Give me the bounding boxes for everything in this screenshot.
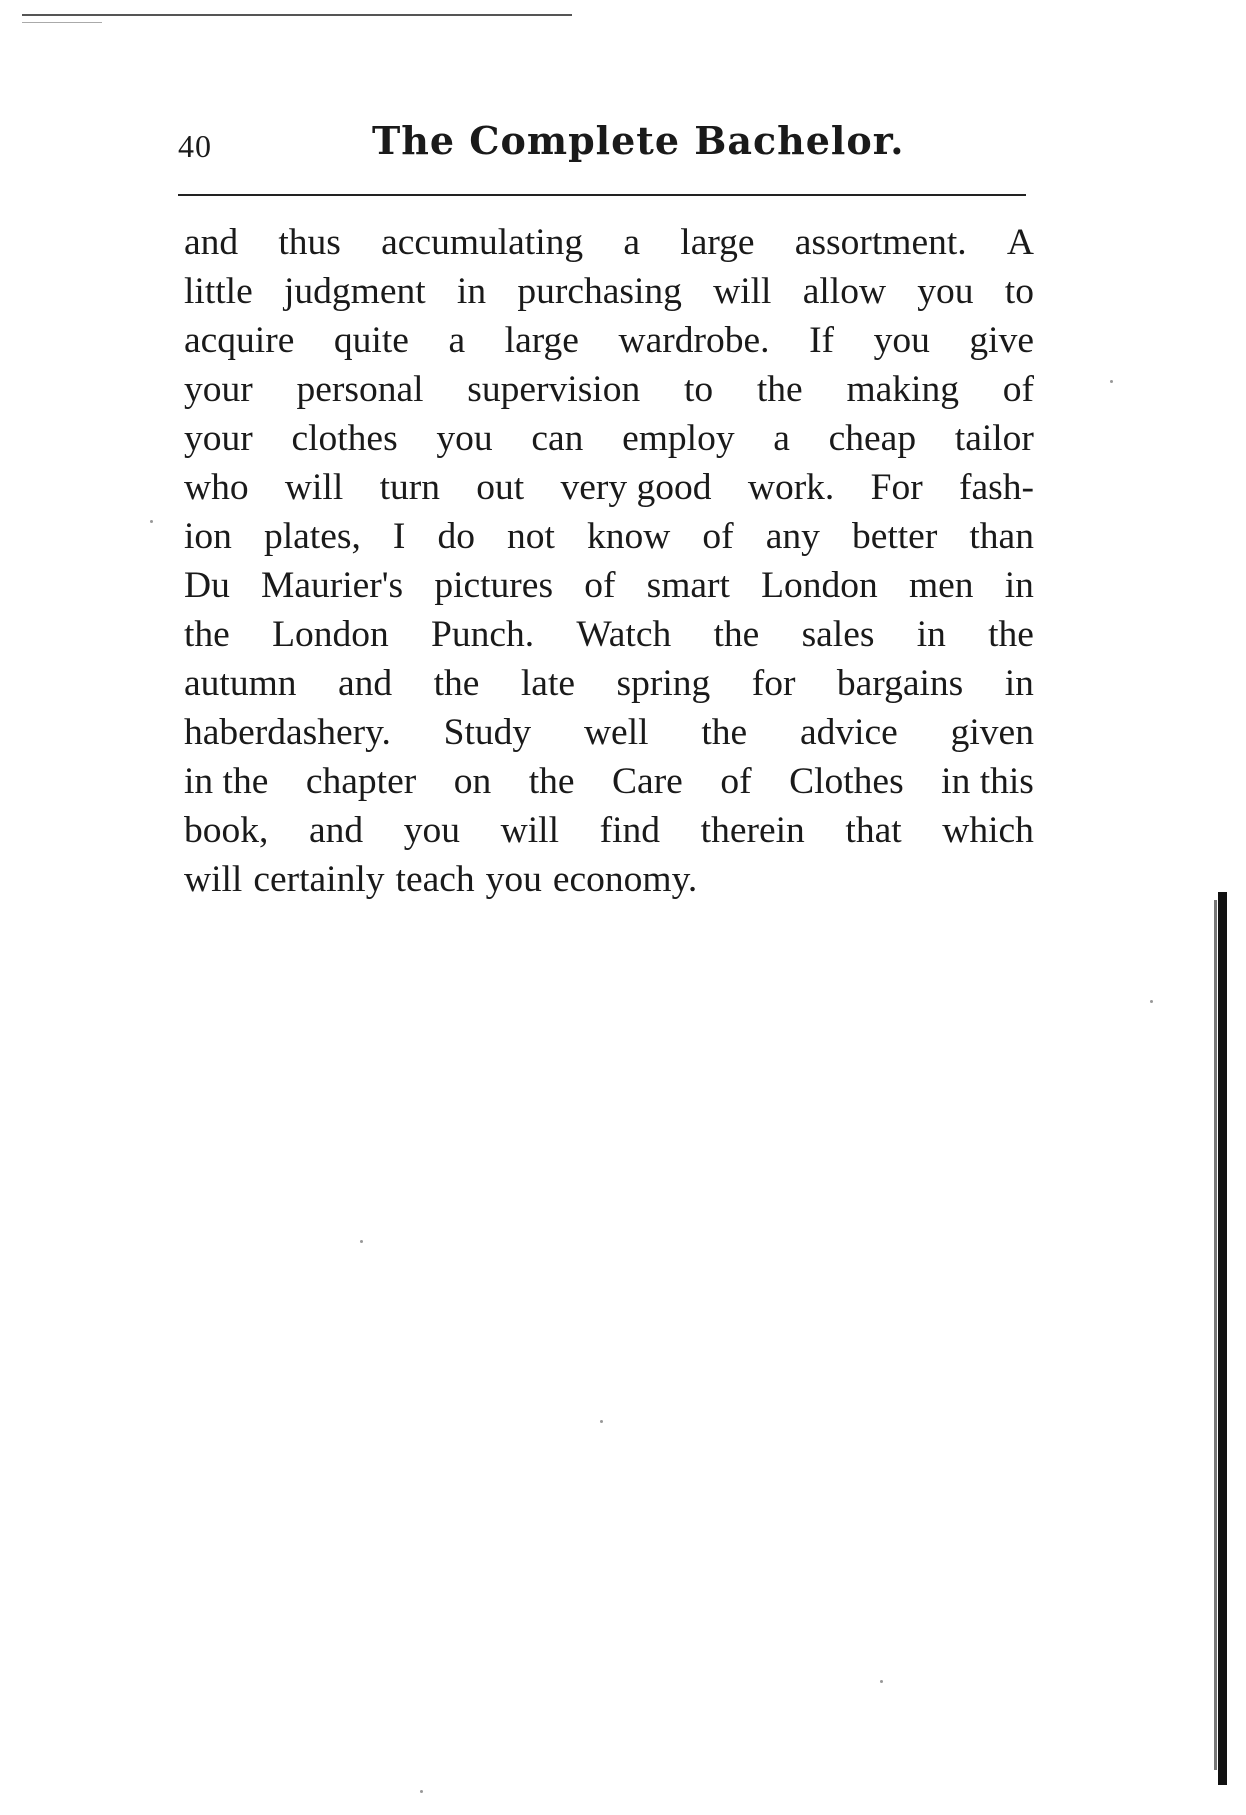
text-line xyxy=(184,267,1034,316)
text-word: Care xyxy=(612,761,683,802)
text-word: quite xyxy=(333,320,409,361)
text-word: and xyxy=(184,222,239,263)
text-line xyxy=(184,316,1034,365)
text-word: not xyxy=(507,516,555,557)
text-line xyxy=(184,414,1034,463)
paper-speck xyxy=(1110,380,1113,383)
text-word: of xyxy=(720,761,752,802)
paper-speck xyxy=(420,1790,423,1793)
text-word: bargains xyxy=(836,663,964,704)
text-word: haberdashery. xyxy=(184,712,391,753)
text-word: will xyxy=(713,271,772,312)
text-word: pictures xyxy=(434,565,554,606)
text-word: of xyxy=(1002,369,1034,410)
text-word: a xyxy=(448,320,466,361)
text-word: Du xyxy=(184,565,230,606)
text-word: ion xyxy=(184,516,232,557)
text-word: large xyxy=(504,320,579,361)
text-word: your xyxy=(184,369,253,410)
text-word: for xyxy=(751,663,796,704)
text-word: economy. xyxy=(552,859,698,900)
text-word: your xyxy=(184,418,253,459)
text-word: tailor xyxy=(954,418,1034,459)
text-word: certainly xyxy=(253,859,385,900)
text-word: plates, xyxy=(263,516,361,557)
scan-edge-shadow xyxy=(1214,900,1217,1770)
text-word: a xyxy=(623,222,641,263)
text-word: the xyxy=(433,663,480,704)
text-word: on xyxy=(453,761,492,802)
text-line xyxy=(184,365,1034,414)
text-word: therein xyxy=(700,810,805,851)
text-word: accumulating xyxy=(381,222,584,263)
text-word: know xyxy=(587,516,671,557)
text-word: you xyxy=(436,418,493,459)
running-head: The Complete Bachelor. xyxy=(372,118,905,163)
text-word: clothes xyxy=(291,418,398,459)
text-word: you xyxy=(917,271,974,312)
text-word: supervision xyxy=(467,369,641,410)
text-line xyxy=(184,463,1034,512)
text-word: fash- xyxy=(959,467,1034,508)
text-word: allow xyxy=(802,271,887,312)
text-word: in this xyxy=(941,761,1034,802)
text-word: autumn xyxy=(184,663,297,704)
body-paragraph xyxy=(184,218,1034,904)
text-word: Punch. xyxy=(431,614,535,655)
paper-speck xyxy=(880,1680,883,1683)
scan-edge-bar xyxy=(1218,892,1227,1785)
text-word: of xyxy=(584,565,616,606)
text-word: give xyxy=(969,320,1034,361)
text-word: the xyxy=(528,761,575,802)
text-word: Maurier's xyxy=(261,565,404,606)
text-word: in xyxy=(1004,565,1034,606)
text-word: smart xyxy=(646,565,730,606)
text-word: teach xyxy=(395,859,475,900)
paper-speck xyxy=(150,520,153,523)
text-word: large xyxy=(680,222,755,263)
text-word: do xyxy=(437,516,475,557)
top-edge-rule-faint xyxy=(22,22,102,23)
text-word: cheap xyxy=(828,418,917,459)
text-line xyxy=(184,218,1034,267)
text-word: work. xyxy=(747,467,835,508)
text-word: find xyxy=(599,810,661,851)
text-word: and xyxy=(309,810,364,851)
paper-speck xyxy=(600,1420,603,1423)
text-line xyxy=(184,512,1034,561)
text-word: well xyxy=(583,712,649,753)
text-word: you xyxy=(403,810,461,851)
text-word: in xyxy=(456,271,487,312)
text-word: London xyxy=(761,565,878,606)
text-word: personal xyxy=(296,369,424,410)
text-word: I xyxy=(392,516,406,557)
text-word: of xyxy=(702,516,734,557)
text-line xyxy=(184,855,1034,904)
text-word: men xyxy=(908,565,974,606)
text-word: acquire xyxy=(184,320,295,361)
text-word: advice xyxy=(799,712,898,753)
text-word: out xyxy=(476,467,525,508)
text-word: the xyxy=(701,712,748,753)
text-word: making xyxy=(846,369,959,410)
text-word: in xyxy=(916,614,946,655)
text-word: will xyxy=(184,859,243,900)
text-word: If xyxy=(809,320,835,361)
paper-speck xyxy=(1150,1000,1153,1003)
text-word: London xyxy=(272,614,389,655)
text-word: who xyxy=(184,467,249,508)
text-word: Watch xyxy=(576,614,672,655)
text-word: late xyxy=(520,663,576,704)
text-line xyxy=(184,708,1034,757)
text-word: that xyxy=(845,810,902,851)
top-edge-rule xyxy=(22,14,572,16)
text-line xyxy=(184,806,1034,855)
page-number: 40 xyxy=(178,128,212,164)
text-word: you xyxy=(485,859,542,900)
text-word: in xyxy=(1004,663,1034,704)
text-word: can xyxy=(531,418,584,459)
text-line xyxy=(184,610,1034,659)
text-word: judgment xyxy=(284,271,426,312)
text-word: assortment. xyxy=(794,222,967,263)
text-word: which xyxy=(942,810,1034,851)
text-word: any xyxy=(765,516,820,557)
text-line xyxy=(184,659,1034,708)
text-word: Clothes xyxy=(789,761,904,802)
text-word: will xyxy=(500,810,559,851)
text-word: in the xyxy=(184,761,269,802)
text-word: a xyxy=(773,418,790,459)
text-word: given xyxy=(950,712,1034,753)
text-word: better xyxy=(851,516,938,557)
text-word: book, xyxy=(184,810,269,851)
text-word: to xyxy=(1004,271,1034,312)
text-word: sales xyxy=(801,614,875,655)
text-word: than xyxy=(969,516,1034,557)
text-word: Study xyxy=(443,712,532,753)
text-line xyxy=(184,757,1034,806)
paper-speck xyxy=(360,1240,363,1243)
text-word: turn xyxy=(379,467,440,508)
text-word: spring xyxy=(616,663,711,704)
text-word: purchasing xyxy=(517,271,682,312)
text-word: thus xyxy=(278,222,341,263)
text-word: will xyxy=(284,467,344,508)
header-rule xyxy=(178,194,1026,196)
text-word: employ xyxy=(622,418,735,459)
text-word: the xyxy=(988,614,1034,655)
text-word: and xyxy=(337,663,393,704)
text-word: the xyxy=(184,614,230,655)
text-word: little xyxy=(184,271,253,312)
text-word: chapter xyxy=(305,761,417,802)
text-word: you xyxy=(873,320,930,361)
text-word: wardrobe. xyxy=(618,320,770,361)
text-word: A xyxy=(1006,222,1034,263)
text-word: the xyxy=(756,369,803,410)
text-word: to xyxy=(683,369,714,410)
text-line xyxy=(184,561,1034,610)
text-word: the xyxy=(713,614,760,655)
text-word: very good xyxy=(560,467,712,508)
text-word: For xyxy=(870,467,923,508)
